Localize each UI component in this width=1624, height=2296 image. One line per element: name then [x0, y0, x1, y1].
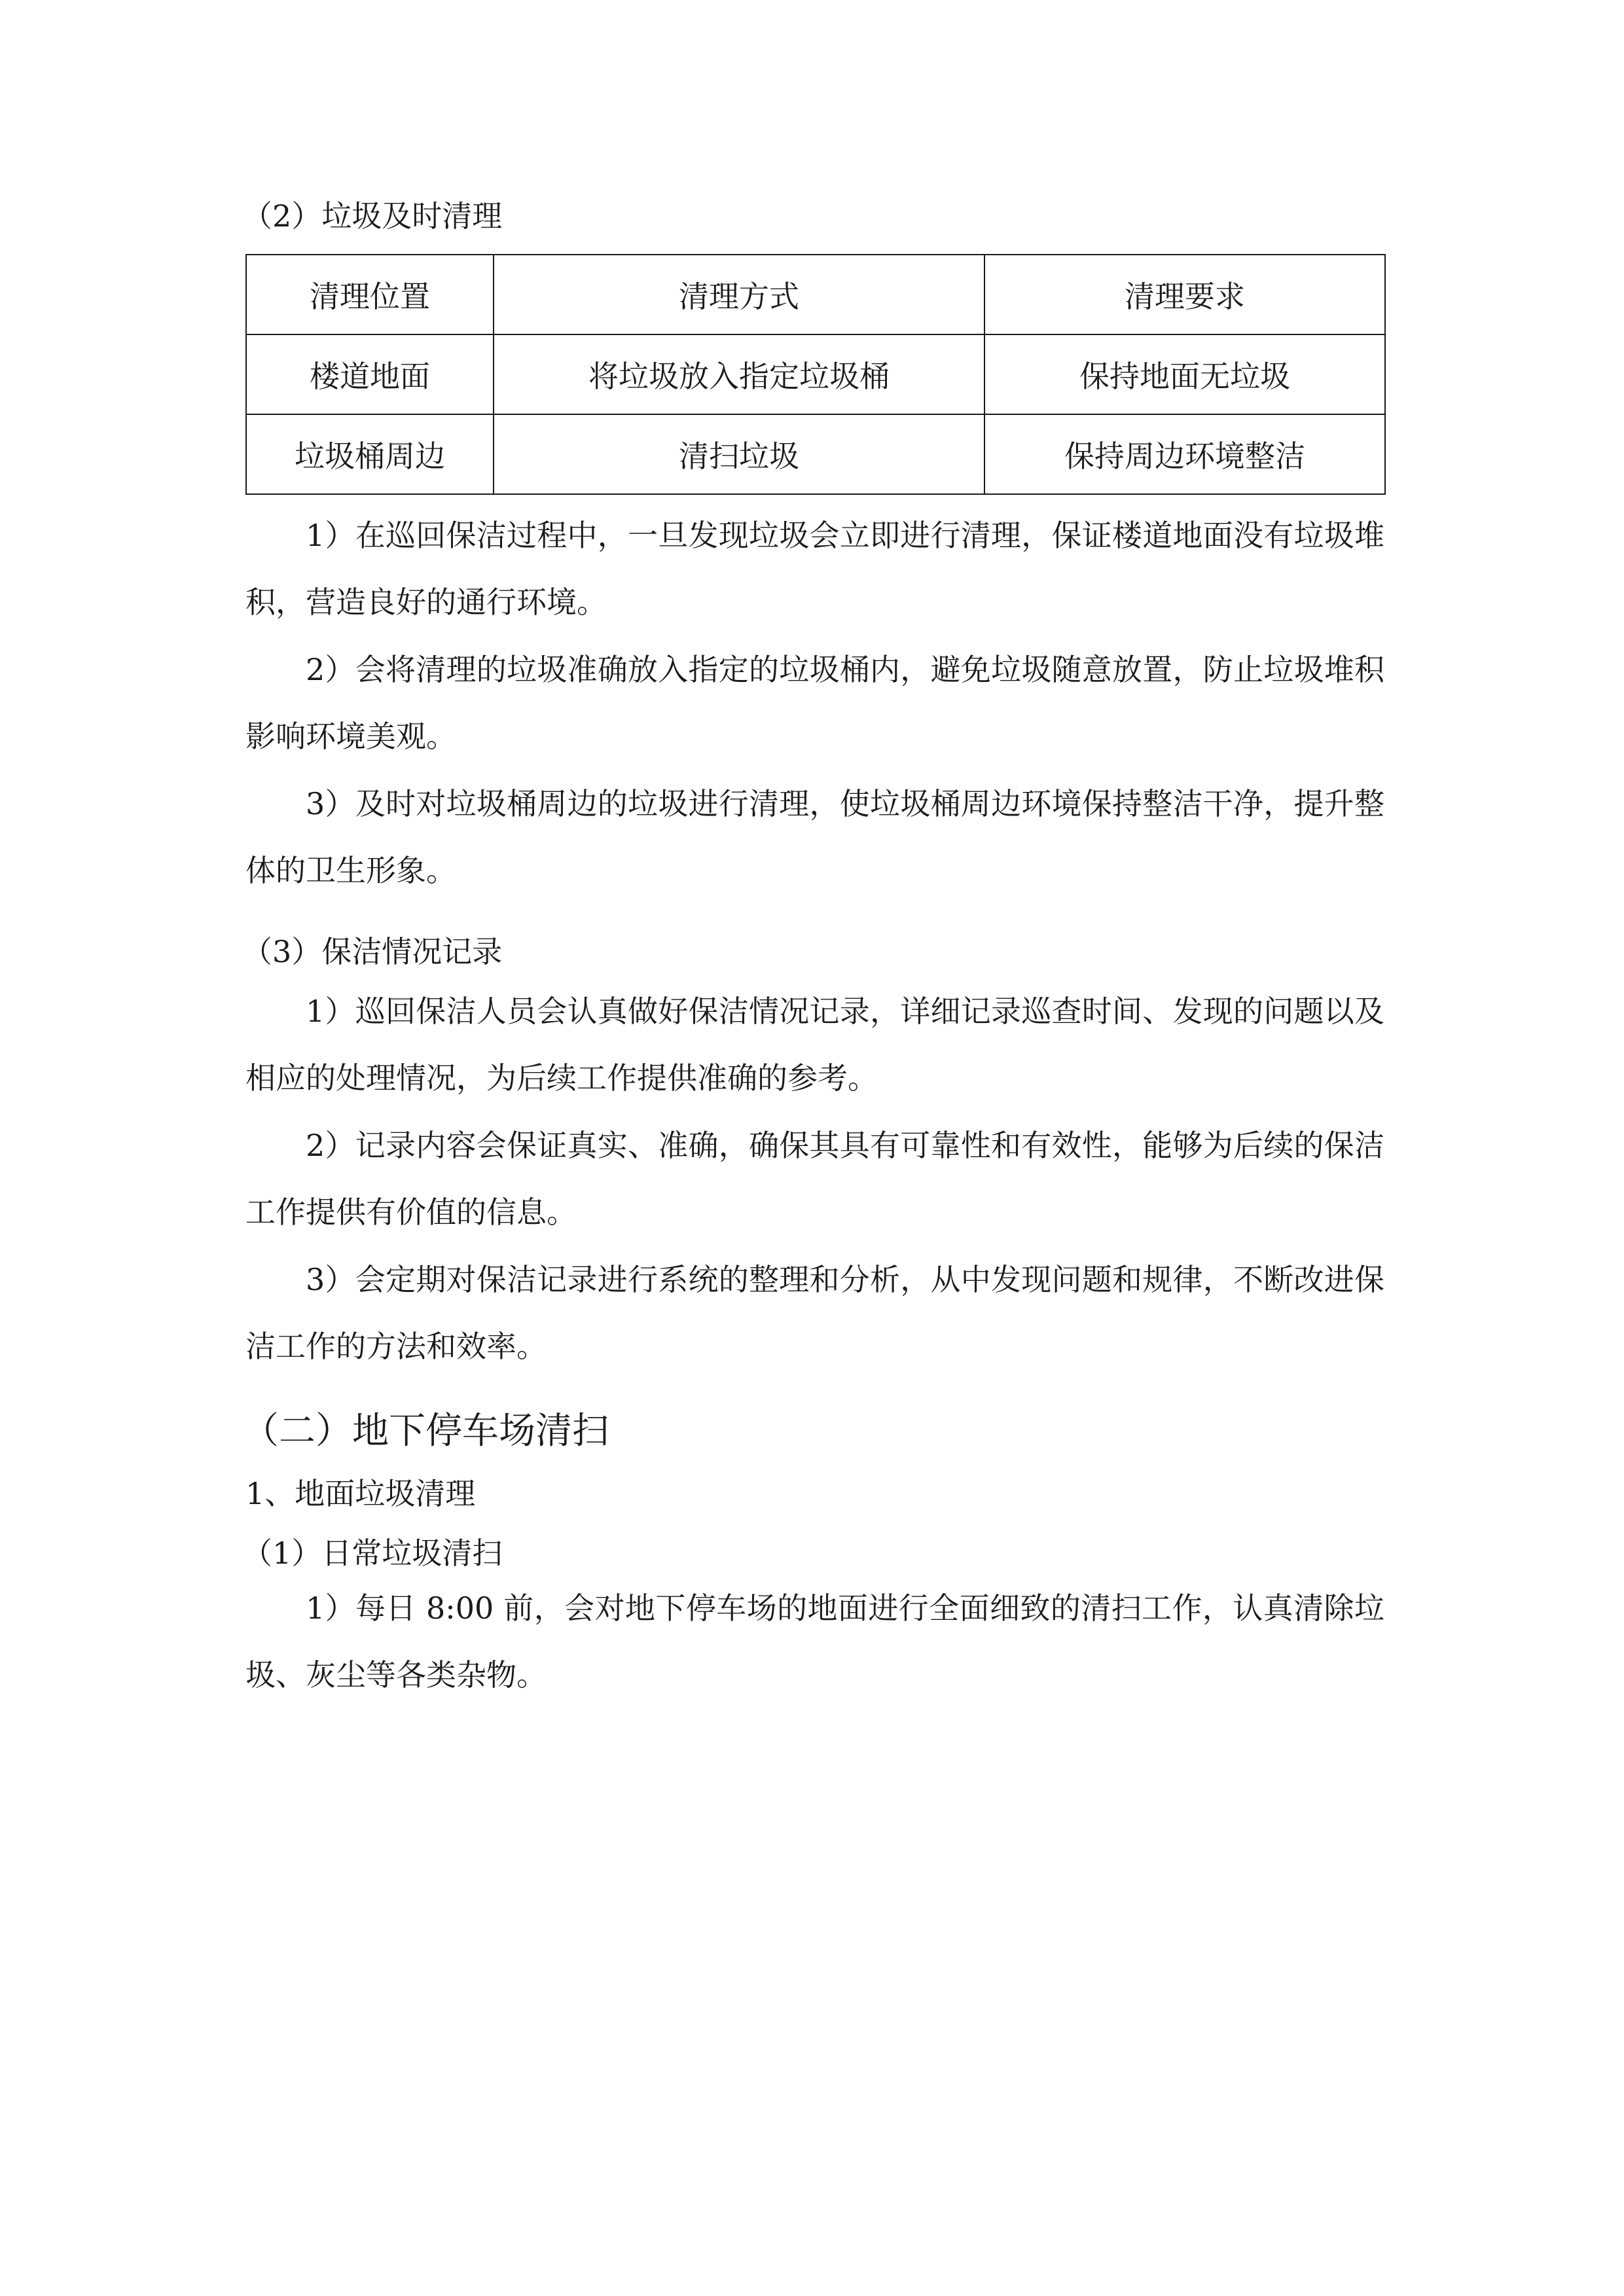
table-row	[246, 414, 1385, 494]
table-cell: 保持周边环境整洁	[984, 414, 1385, 494]
garbage-paragraph: 3）及时对垃圾桶周边的垃圾进行清理，使垃圾桶周边环境保持整洁干净，提升整体的卫生形象。	[245, 786, 1384, 888]
table-header-cell: 清理位置	[246, 255, 494, 334]
records-paragraph: 1）巡回保洁人员会认真做好保洁情况记录，详细记录巡查时间、发现的问题以及相应的处理情况，为后续工作提供准确的参考。	[245, 994, 1384, 1096]
parking-section-heading: （二）地下停车场清扫	[242, 1410, 609, 1452]
records-paragraph: 3）会定期对保洁记录进行系统的整理和分析，从中发现问题和规律，不断改进保洁工作的方法和效率。	[245, 1262, 1384, 1364]
cleanup-table	[245, 254, 1386, 495]
cleaning-records-heading: （3）保洁情况记录	[242, 934, 503, 969]
table-header-row	[246, 255, 1385, 334]
table-row	[246, 334, 1385, 414]
table-cell: 楼道地面	[246, 334, 494, 414]
table-header-cell: 清理方式	[494, 255, 984, 334]
parking-paragraph: 1）每日 8:00 前，会对地下停车场的地面进行全面细致的清扫工作，认真清除垃圾、灰尘等各类杂物。	[245, 1590, 1384, 1693]
table-cell: 清扫垃圾	[494, 414, 984, 494]
table-cell: 将垃圾放入指定垃圾桶	[494, 334, 984, 414]
table-cell: 保持地面无垃圾	[984, 334, 1385, 414]
garbage-paragraph: 2）会将清理的垃圾准确放入指定的垃圾桶内，避免垃圾随意放置，防止垃圾堆积影响环境美观。	[245, 652, 1384, 754]
records-paragraph: 2）记录内容会保证真实、准确，确保其具有可靠性和有效性，能够为后续的保洁工作提供有价值的信息。	[245, 1128, 1384, 1230]
table-cell: 垃圾桶周边	[246, 414, 494, 494]
garbage-cleanup-heading: （2）垃圾及时清理	[242, 198, 503, 234]
ground-garbage-heading: 1、地面垃圾清理	[245, 1476, 476, 1511]
table-header-cell: 清理要求	[984, 255, 1385, 334]
daily-sweeping-heading: （1）日常垃圾清扫	[242, 1535, 503, 1571]
garbage-paragraph: 1）在巡回保洁过程中，一旦发现垃圾会立即进行清理，保证楼道地面没有垃圾堆积，营造良好的通行环境。	[245, 518, 1384, 620]
